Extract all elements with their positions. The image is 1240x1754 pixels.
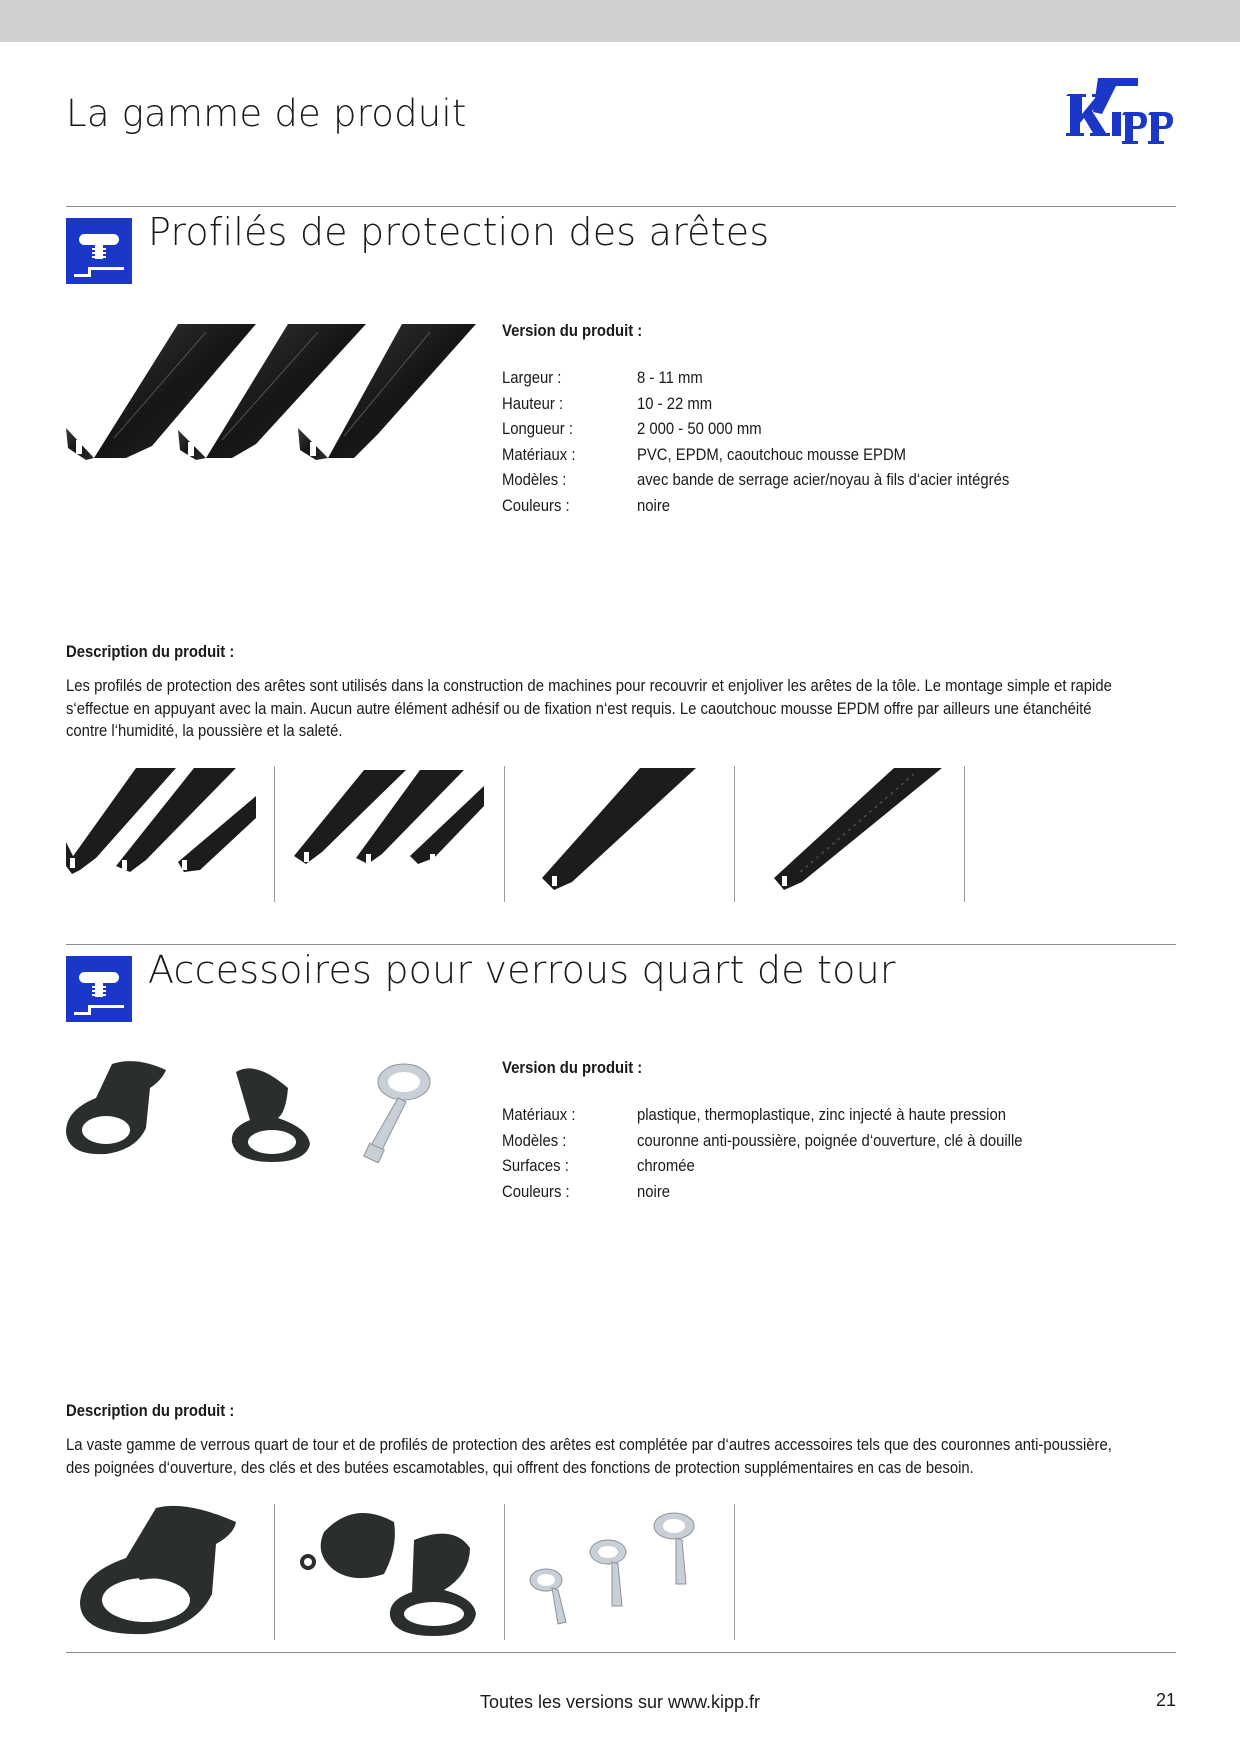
spec-value: 2 000 - 50 000 mm [637, 420, 762, 438]
page-title: La gamme de produit [66, 92, 467, 135]
dust-crown-thumbnail [66, 1504, 256, 1640]
thumbnail-divider [964, 766, 965, 902]
thumbnail-divider [734, 1504, 735, 1640]
edge-profiles-image [66, 318, 486, 468]
footer-divider [66, 1652, 1176, 1653]
spec-value: avec bande de serrage acier/noyau à fils d‘acier intégrés [637, 471, 1010, 489]
spec-value: 8 - 11 mm [637, 369, 703, 387]
socket-keys-thumbnail [524, 1504, 714, 1640]
spec-value: plastique, thermoplastique, zinc injecté à haute pression [637, 1106, 1006, 1124]
spec-key: Couleurs : [502, 1182, 570, 1201]
accessories-image [66, 1058, 466, 1166]
spec-value: couronne anti-poussière, poignée d‘ouverture, clé à douille [637, 1131, 1023, 1150]
thumbnail-divider [504, 766, 505, 902]
spec-value: noire [637, 1182, 671, 1201]
description-label: Description du produit : [66, 1402, 235, 1420]
thumbnail-divider [504, 1504, 505, 1640]
description-label: Description du produit : [66, 643, 235, 661]
section-divider [66, 206, 1176, 207]
profile-thumbnail [754, 766, 944, 902]
spec-key: Modèles : [502, 471, 567, 489]
profile-thumbnail [66, 766, 256, 902]
kipp-logo [1064, 74, 1182, 164]
spec-key: Matériaux : [502, 1106, 576, 1124]
spec-value: PVC, EPDM, caoutchouc mousse EPDM [637, 445, 907, 464]
version-label: Version du produit : [502, 322, 643, 340]
spec-key: Longueur : [502, 420, 574, 438]
description-text: La vaste gamme de verrous quart de tour et de profilés de protection des arêtes est complétée par d‘autres accessoires tels que des couronnes anti-poussière, des poignées d‘ouverture, des clés et des butées escamotables, qui offrent des fonctions de protection supplémentaires en cas de besoin. [66, 1436, 1112, 1477]
spec-key: Hauteur : [502, 394, 564, 413]
section-title: Accessoires pour verrous quart de tour [148, 948, 896, 992]
page-number: 21 [1156, 1690, 1177, 1710]
profile-section-icon [66, 956, 132, 1022]
spec-key: Couleurs : [502, 496, 570, 515]
thumbnail-divider [734, 766, 735, 902]
thumbnail-divider [274, 766, 275, 902]
spec-key: Modèles : [502, 1131, 567, 1150]
section-title: Profilés de protection des arêtes [148, 210, 770, 254]
profile-thumbnail [524, 766, 714, 902]
spec-key: Surfaces : [502, 1157, 569, 1175]
footer-text: Toutes les versions sur www.kipp.fr [479, 1692, 761, 1712]
version-label: Version du produit : [502, 1059, 643, 1077]
top-bar [0, 0, 1240, 42]
thumbnail-divider [274, 1504, 275, 1640]
profile-thumbnail [294, 766, 484, 902]
description-text: Les profilés de protection des arêtes sont utilisés dans la construction de machines pour recouvrir et enjoliver les arêtes de la tôle. Le montage simple et rapide s‘effectue en appuyant avec la main. Aucun autre élément adhésif ou de fixation n‘est requis. Le caoutchouc mousse EPDM offre par ailleurs une étanchéité contre l‘humidité, la poussière et la saleté. [66, 677, 1112, 740]
spec-value: 10 - 22 mm [637, 394, 713, 413]
profile-section-icon [66, 218, 132, 284]
spec-key: Matériaux : [502, 445, 576, 464]
opening-handle-thumbnail [294, 1504, 484, 1640]
spec-value: noire [637, 496, 671, 515]
spec-value: chromée [637, 1157, 695, 1175]
spec-key: Largeur : [502, 369, 562, 387]
section-divider [66, 944, 1176, 945]
